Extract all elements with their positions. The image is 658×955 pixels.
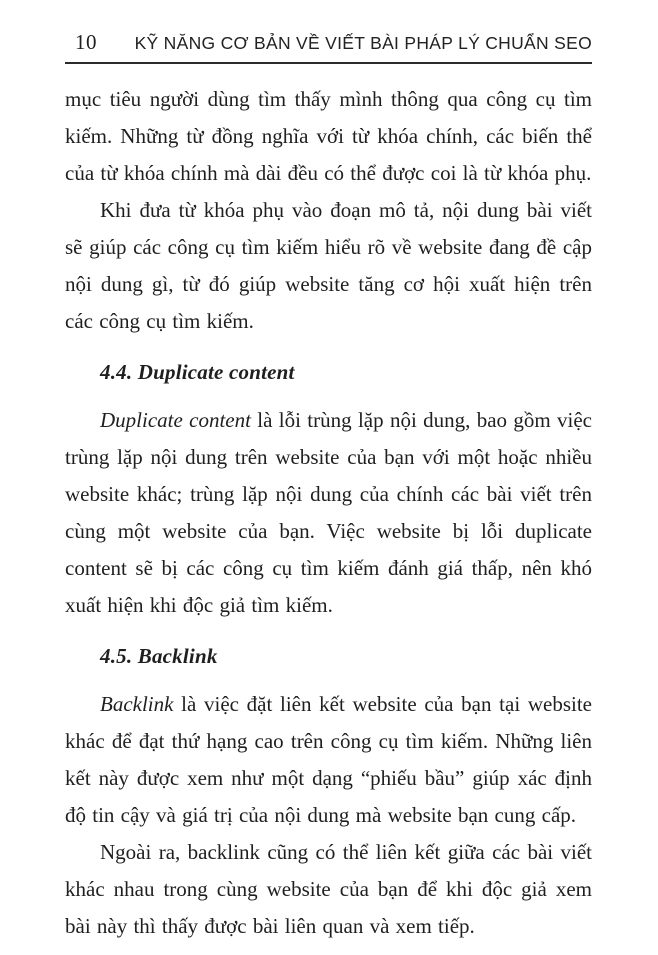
running-title: KỸ NĂNG CƠ BẢN VỀ VIẾT BÀI PHÁP LÝ CHUẨN SEO [134, 33, 592, 53]
paragraph-backlink-internal: Ngoài ra, backlink cũng có thể liên kết giữa các bài viết khác nhau trong cùng website của bạn để khi độc giả xem bài này thì thấy được bài liên quan và xem tiếp. [65, 840, 592, 938]
section-heading-duplicate-content: 4.4. Duplicate content [100, 360, 295, 384]
term-duplicate-content: Duplicate content [100, 408, 251, 432]
term-backlink: Backlink [100, 692, 174, 716]
paragraph-backlink [65, 686, 592, 834]
page-header [65, 30, 592, 64]
section-heading-backlink: 4.5. Backlink [100, 644, 218, 668]
paragraph-secondary-keywords: Khi đưa từ khóa phụ vào đoạn mô tả, nội dung bài viết sẽ giúp các công cụ tìm kiếm hiểu rõ về website đang đề cập nội dung gì, từ đó giúp website tăng cơ hội xuất hiện trên các công cụ tìm kiếm. [65, 198, 592, 333]
paragraph-text: là lỗi trùng lặp nội dung, bao gồm việc trùng lặp nội dung trên website của bạn với một hoặc nhiều website khác; trùng lặp nội dung của chính các bài viết trên cùng một website của bạn. Việc website bị lỗi duplicate content sẽ bị các công cụ tìm kiếm đánh giá thấp, nên khó xuất hiện khi độc giả tìm kiếm. [65, 408, 593, 617]
paragraph-duplicate-content [65, 402, 592, 624]
page-content [65, 81, 592, 945]
paragraph-text: là việc đặt liên kết website của bạn tại website khác để đạt thứ hạng cao trên công cụ tìm kiếm. Những liên kết này được xem như một dạng “phiếu bầu” giúp xác định độ tin cậy và giá trị của nội dung mà website bạn cung cấp. [65, 692, 592, 827]
paragraph-keyword-continuation: mục tiêu người dùng tìm thấy mình thông qua công cụ tìm kiếm. Những từ đồng nghĩa với từ khóa chính, các biến thể của từ khóa chính mà dài đều có thể được coi là từ khóa phụ. [65, 87, 592, 185]
page-number: 10 [75, 30, 97, 54]
